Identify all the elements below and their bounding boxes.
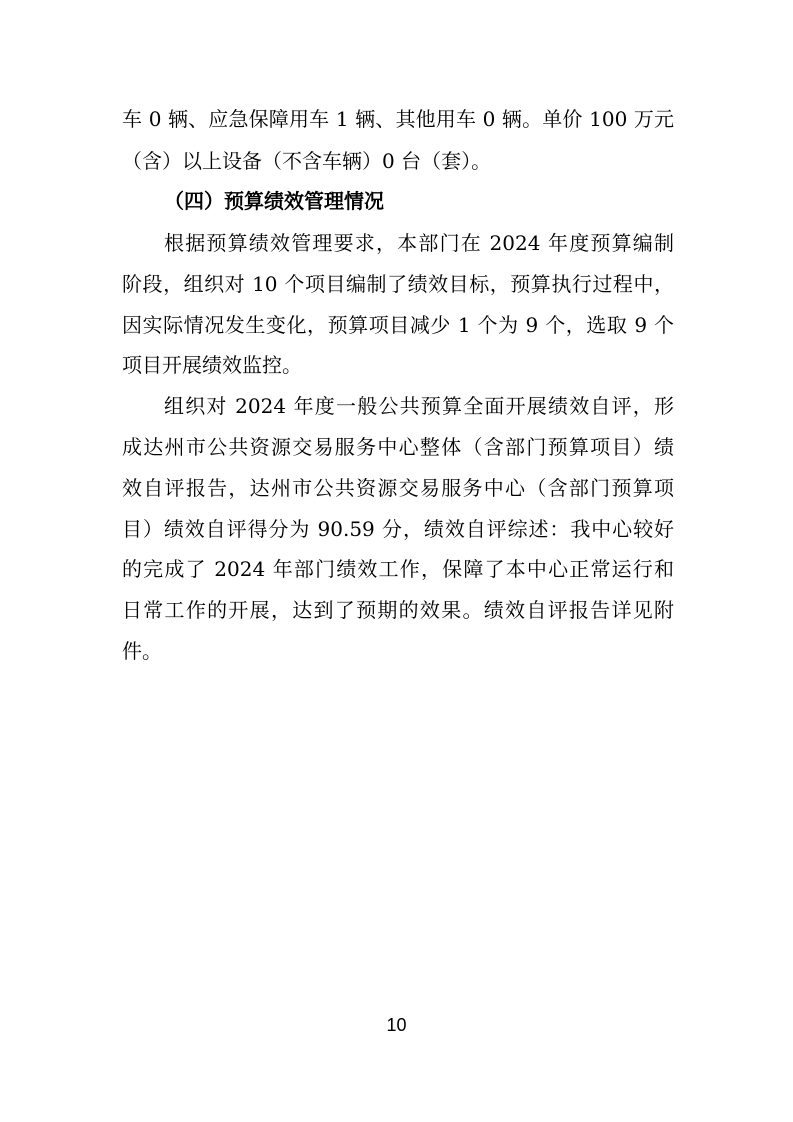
paragraph-line [122, 433, 793, 461]
paragraph-line [122, 555, 793, 583]
line-text: 阶段，组织对 10 个项目编制了绩效目标，预算执行过程中， [122, 272, 674, 296]
paragraph-line [122, 351, 793, 379]
paragraph-line [122, 270, 793, 298]
paragraph-line [164, 229, 793, 257]
line-text: 的完成了 2024 年部门绩效工作，保障了本中心正常运行和 [122, 557, 674, 581]
paragraph-line [164, 392, 793, 420]
section-heading-text: （四）预算绩效管理情况 [164, 189, 384, 213]
line-text: （含）以上设备（不含车辆）0 台（套）。 [122, 149, 492, 173]
section-heading [164, 187, 793, 215]
line-text: 件。 [122, 639, 162, 663]
paragraph-line [122, 311, 793, 339]
page-number: 10 [386, 1015, 407, 1035]
line-text: 因实际情况发生变化，预算项目减少 1 个为 9 个，选取 9 个 [122, 313, 674, 337]
paragraph-line [122, 515, 793, 543]
paragraph-line [122, 637, 793, 665]
line-text: 目）绩效自评得分为 90.59 分，绩效自评综述：我中心较好 [122, 517, 674, 541]
line-text: 项目开展绩效监控。 [122, 353, 302, 377]
line-text: 效自评报告，达州市公共资源交易服务中心（含部门预算项 [122, 476, 674, 500]
paragraph-line [122, 147, 793, 175]
line-text: 车 0 辆、应急保障用车 1 辆、其他用车 0 辆。单价 100 万元 [122, 107, 674, 131]
paragraph-line [122, 474, 793, 502]
line-text: 日常工作的开展，达到了预期的效果。绩效自评报告详见附 [122, 598, 674, 622]
line-text: 组织对 2024 年度一般公共预算全面开展绩效自评，形 [164, 394, 674, 418]
line-text: 根据预算绩效管理要求，本部门在 2024 年度预算编制 [164, 231, 674, 255]
paragraph-line [122, 105, 674, 133]
line-text: 成达州市公共资源交易服务中心整体（含部门预算项目）绩 [122, 435, 674, 459]
paragraph-line [122, 596, 793, 624]
